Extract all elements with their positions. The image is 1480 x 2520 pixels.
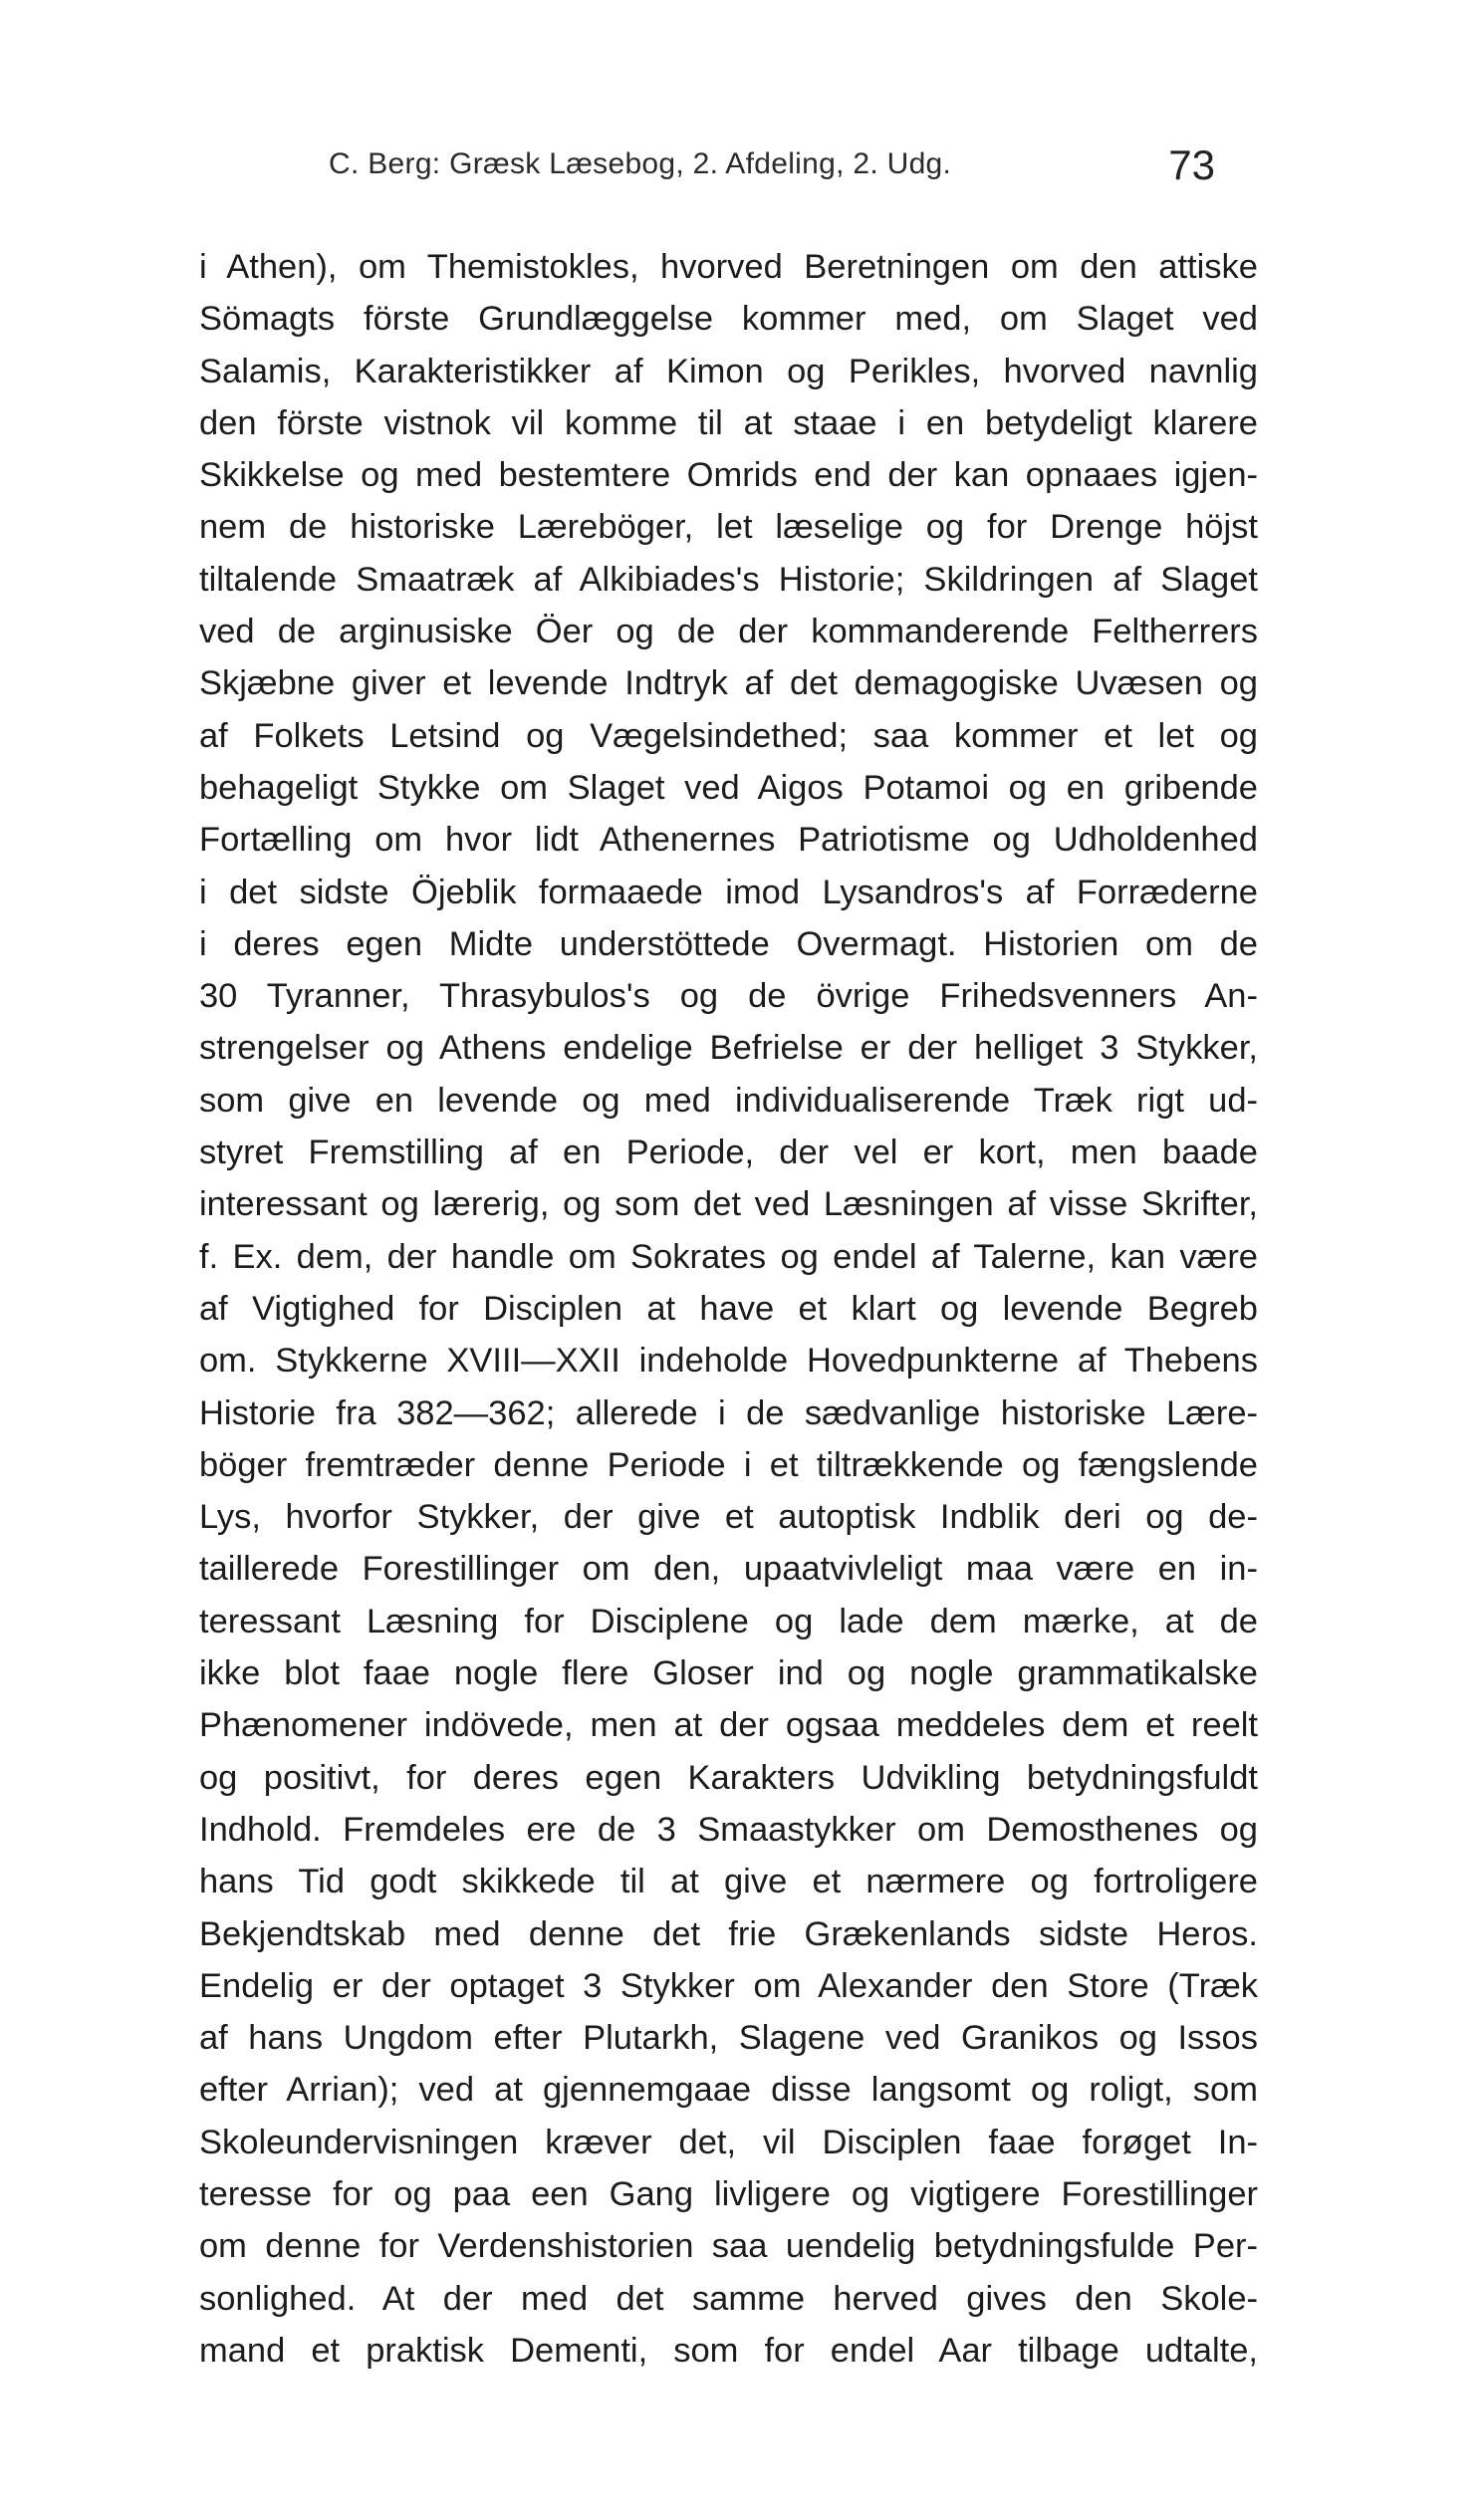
text-line: taillerede Forestillinger om den, upaatvivleligt maa være en in- [199, 1550, 1258, 1589]
text-line: og positivt, for deres egen Karakters Udvikling betydningsfuldt [199, 1758, 1258, 1797]
text-line: strengelser og Athens endelige Befrielse er der helliget 3 Stykker, [199, 1029, 1258, 1068]
text-line: behageligt Stykke om Slaget ved Aigos Potamoi og en gribende [199, 768, 1258, 807]
text-line: i deres egen Midte understöttede Overmagt. Historien om de [199, 924, 1258, 963]
text-line: den förste vistnok vil komme til at staae i en betydeligt klarere [199, 403, 1258, 442]
text-line: Lys, hvorfor Stykker, der give et autoptisk Indblik deri og de- [199, 1498, 1258, 1537]
text-line: af hans Ungdom efter Plutarkh, Slagene ved Granikos og Issos [199, 2019, 1258, 2058]
text-line: teressant Læsning for Disciplene og lade dem mærke, at de [199, 1602, 1258, 1640]
text-line: sonlighed. At der med det samme herved gives den Skole- [199, 2279, 1258, 2318]
text-line: af Vigtighed for Disciplen at have et klart og levende Begreb [199, 1289, 1258, 1328]
text-line: böger fremtræder denne Periode i et tiltrækkende og fængslende [199, 1445, 1258, 1484]
text-line: Fortælling om hvor lidt Athenernes Patriotisme og Udholdenhed [199, 821, 1258, 860]
text-line: hans Tid godt skikkede til at give et nærmere og fortroligere [199, 1863, 1258, 1901]
running-header [329, 141, 1215, 191]
text-line: Sömagts förste Grundlæggelse kommer med, om Slaget ved [199, 300, 1258, 339]
text-line: Historie fra 382—362; allerede i de sædvanlige historiske Lære- [199, 1393, 1258, 1432]
text-line: Endelig er der optaget 3 Stykker om Alexander den Store (Træk [199, 1966, 1258, 2005]
text-line: ved de arginusiske Öer og de der kommanderende Feltherrers [199, 613, 1258, 651]
page-number: 73 [1168, 141, 1215, 188]
text-line: Bekjendtskab med denne det frie Grækenlands sidste Heros. [199, 1914, 1258, 1953]
text-line: styret Fremstilling af en Periode, der vel er kort, men baade [199, 1134, 1258, 1172]
text-line: af Folkets Letsind og Vægelsindethed; saa kommer et let og [199, 716, 1258, 755]
text-line: Phænomener indövede, men at der ogsaa meddeles dem et reelt [199, 1706, 1258, 1745]
text-line: Skjæbne giver et levende Indtryk af det demagogiske Uvæsen og [199, 664, 1258, 703]
text-line: interessant og lærerig, og som det ved Læsningen af visse Skrifter, [199, 1185, 1258, 1224]
text-line: 30 Tyranner, Thrasybulos's og de övrige Frihedsvenners An- [199, 977, 1258, 1016]
text-line: teresse for og paa een Gang livligere og vigtigere Forestillinger [199, 2174, 1258, 2213]
text-line: f. Ex. dem, der handle om Sokrates og endel af Talerne, kan være [199, 1237, 1258, 1276]
text-line: Skoleundervisningen kræver det, vil Disciplen faae forøget In- [199, 2123, 1258, 2161]
text-line: som give en levende og med individualiserende Træk rigt ud- [199, 1081, 1258, 1120]
text-line: Salamis, Karakteristikker af Kimon og Perikles, hvorved navnlig [199, 352, 1258, 390]
text-line: Indhold. Fremdeles ere de 3 Smaastykker om Demosthenes og [199, 1810, 1258, 1849]
text-line: om. Stykkerne XVIII—XXII indeholde Hovedpunkterne af Thebens [199, 1342, 1258, 1381]
text-line: Skikkelse og med bestemtere Omrids end der kan opnaaes igjen- [199, 456, 1258, 495]
text-line: i Athen), om Themistokles, hvorved Beretningen om den attiske [199, 248, 1258, 286]
text-line: i det sidste Öjeblik formaaede imod Lysandros's af Forræderne [199, 873, 1258, 911]
text-line: ikke blot faae nogle flere Gloser ind og nogle grammatikalske [199, 1654, 1258, 1693]
running-title: C. Berg: Græsk Læsebog, 2. Afdeling, 2. Udg. [329, 147, 952, 180]
body-text [199, 241, 1258, 2377]
text-line: om denne for Verdenshistorien saa uendelig betydningsfulde Per- [199, 2227, 1258, 2266]
text-line: efter Arrian); ved at gjennemgaae disse langsomt og roligt, som [199, 2071, 1258, 2110]
text-line: tiltalende Smaatræk af Alkibiades's Historie; Skildringen af Slaget [199, 560, 1258, 599]
text-line: nem de historiske Læreböger, let læselige og for Drenge höjst [199, 508, 1258, 547]
text-line: mand et praktisk Dementi, som for endel Aar tilbage udtalte, [199, 2331, 1258, 2370]
